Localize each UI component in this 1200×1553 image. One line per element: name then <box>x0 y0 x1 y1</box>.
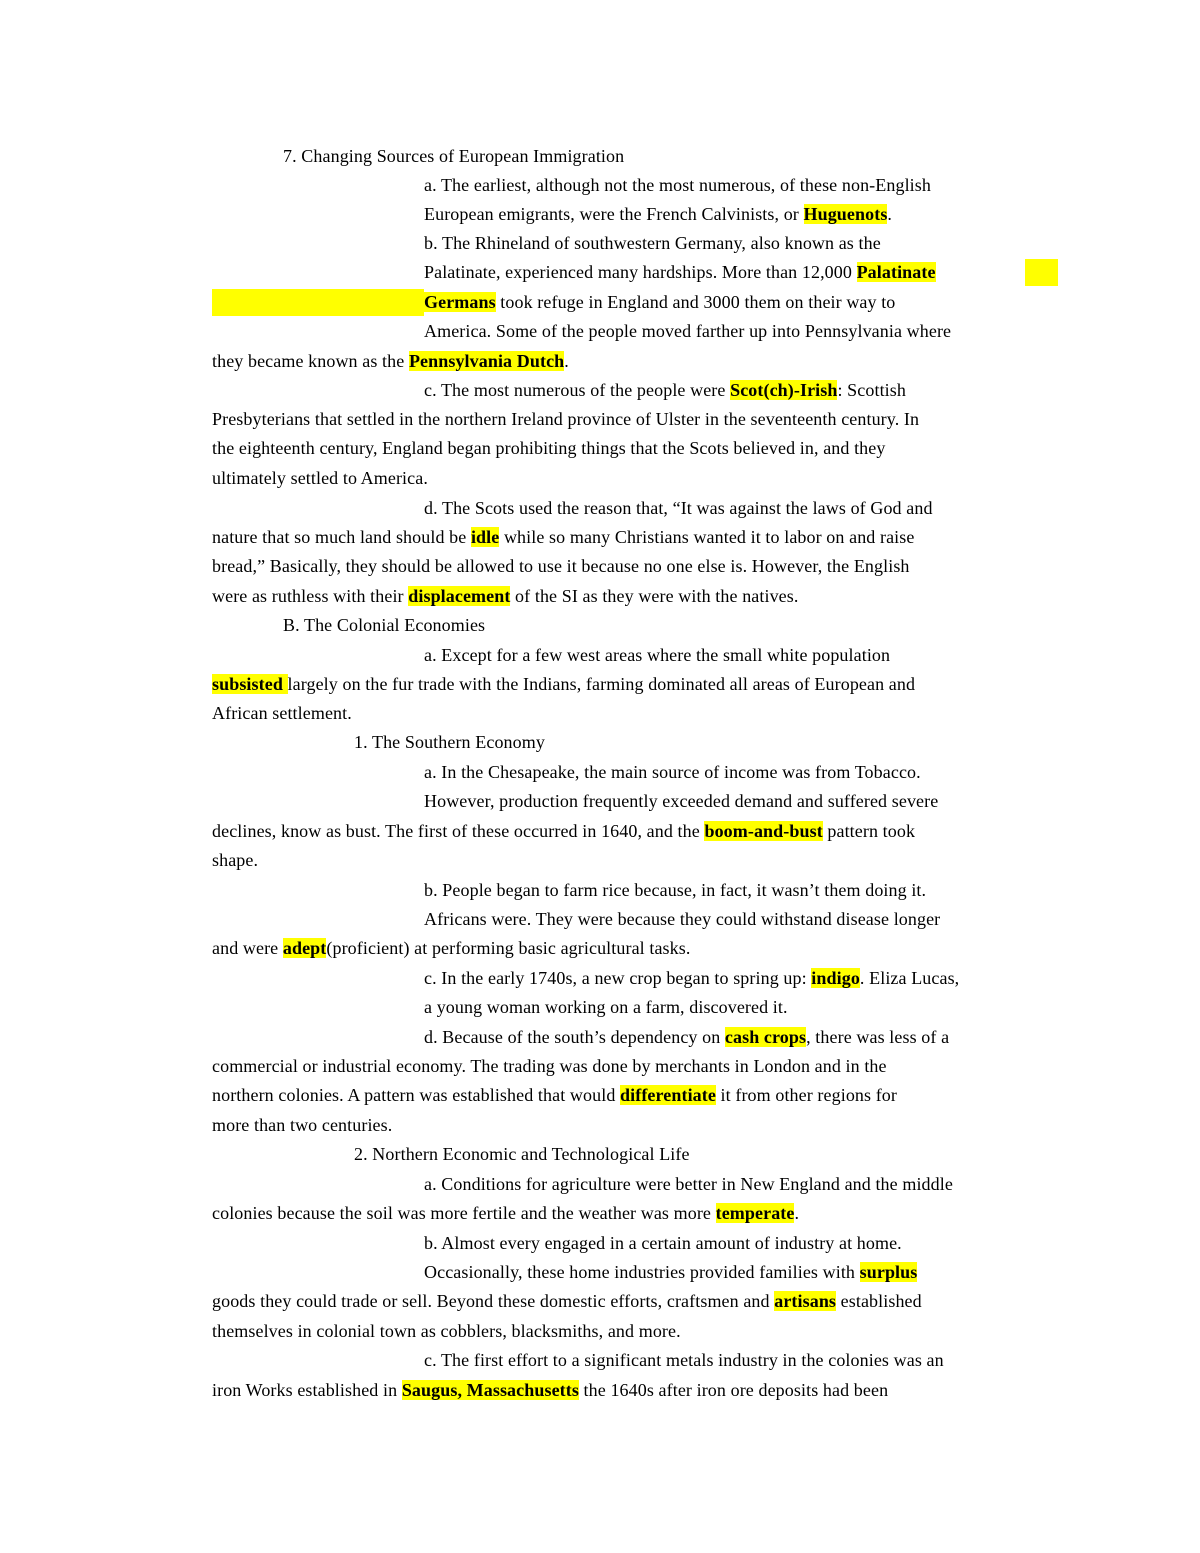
paragraph-line <box>212 1376 888 1405</box>
highlighted-term: indigo <box>811 968 860 988</box>
text-run: a young woman working on a farm, discovered it. <box>424 997 788 1017</box>
text-run: . <box>887 204 893 224</box>
text-run: b. The Rhineland of southwestern Germany, also known as the <box>424 233 881 253</box>
text-run: declines, know as bust. The first of these occurred in 1640, and the <box>212 821 705 841</box>
highlighted-term: adept <box>282 938 327 958</box>
paragraph-line <box>424 317 951 346</box>
heading-southern-economy <box>354 728 545 757</box>
text-run: 2. Northern Economic and Technological Life <box>354 1144 690 1164</box>
text-run: the eighteenth century, England began prohibiting things that the Scots believed in, and they <box>212 438 886 458</box>
paragraph-line <box>424 1170 953 1199</box>
paragraph-line <box>424 1229 902 1258</box>
highlighted-term: temperate <box>715 1203 795 1223</box>
paragraph-line <box>424 1023 949 1052</box>
paragraph-line <box>212 670 915 699</box>
paragraph-line <box>424 171 931 200</box>
text-run: largely on the fur trade with the Indians, farming dominated all areas of European and <box>287 674 916 694</box>
paragraph-line <box>424 494 933 523</box>
text-run: African settlement. <box>212 703 352 723</box>
highlight-band-palatinate <box>1025 259 1058 286</box>
text-run: Presbyterians that settled in the northern Ireland province of Ulster in the seventeenth century. In <box>212 409 920 429</box>
paragraph-line <box>212 1111 392 1140</box>
highlighted-term: idle <box>470 527 500 547</box>
paragraph-line <box>212 523 914 552</box>
highlighted-term: subsisted <box>212 674 288 694</box>
paragraph-line <box>212 1317 681 1346</box>
text-run: the 1640s after iron ore deposits had been <box>578 1380 889 1400</box>
highlighted-term: differentiate <box>620 1085 716 1105</box>
text-run: and were <box>212 938 283 958</box>
text-run: b. Almost every engaged in a certain amount of industry at home. <box>424 1233 902 1253</box>
text-run: 7. Changing Sources of European Immigration <box>283 146 625 166</box>
text-run: d. Because of the south’s dependency on <box>424 1027 725 1047</box>
heading-colonial-economies <box>283 611 485 640</box>
paragraph-line <box>424 376 906 405</box>
text-run: . <box>564 351 569 371</box>
highlighted-term: displacement <box>408 586 511 606</box>
highlighted-term: Palatinate <box>856 262 936 282</box>
paragraph-line <box>212 582 798 611</box>
paragraph-line <box>212 1081 897 1110</box>
paragraph-line <box>212 934 690 963</box>
text-run: more than two centuries. <box>212 1115 393 1135</box>
paragraph-line <box>424 1346 944 1375</box>
text-run: ultimately settled to America. <box>212 468 428 488</box>
paragraph-line <box>212 405 919 434</box>
text-run: goods they could trade or sell. Beyond these domestic efforts, craftsmen and <box>212 1291 775 1311</box>
highlighted-term: Huguenots <box>803 204 888 224</box>
highlighted-term: artisans <box>774 1291 837 1311</box>
text-run: America. Some of the people moved farther up into Pennsylvania where <box>424 321 952 341</box>
text-run: they became known as the <box>212 351 409 371</box>
paragraph-line <box>212 699 352 728</box>
text-run: took refuge in England and 3000 them on their way to <box>495 292 896 312</box>
paragraph-line <box>424 641 890 670</box>
text-run: c. In the early 1740s, a new crop began to spring up: <box>424 968 812 988</box>
text-run: Palatinate, experienced many hardships. More than 12,000 <box>424 262 857 282</box>
highlight-band-germans <box>212 289 424 316</box>
highlighted-term: surplus <box>859 1262 918 1282</box>
text-run: a. The earliest, although not the most numerous, of these non-English <box>424 175 931 195</box>
highlighted-term: boom-and-bust <box>704 821 823 841</box>
text-run: were as ruthless with their <box>212 586 409 606</box>
paragraph-line <box>424 964 959 993</box>
heading-northern-economic <box>354 1140 690 1169</box>
text-run: b. People began to farm rice because, in fact, it wasn’t them doing it. <box>424 880 927 900</box>
highlighted-term: Germans <box>424 292 496 312</box>
paragraph-line <box>424 288 895 317</box>
text-run: shape. <box>212 850 259 870</box>
text-run: pattern took <box>822 821 916 841</box>
text-run: However, production frequently exceeded demand and suffered severe <box>424 791 939 811</box>
text-run: d. The Scots used the reason that, “It was against the laws of God and <box>424 498 933 518</box>
text-run: colonies because the soil was more fertile and the weather was more <box>212 1203 716 1223</box>
text-run: , there was less of a <box>806 1027 950 1047</box>
text-run: iron Works established in <box>212 1380 402 1400</box>
text-run: a. Except for a few west areas where the small white population <box>424 645 891 665</box>
text-run: 1. The Southern Economy <box>354 732 545 752</box>
highlighted-term: cash crops <box>724 1027 807 1047</box>
text-run: a. In the Chesapeake, the main source of income was from Tobacco. <box>424 762 921 782</box>
paragraph-line <box>424 258 936 287</box>
highlighted-term: Scot(ch)-Irish <box>730 380 838 400</box>
text-run: : Scottish <box>837 380 906 400</box>
text-run: nature that so much land should be <box>212 527 471 547</box>
heading-changing-sources <box>283 142 624 171</box>
paragraph-line <box>212 434 885 463</box>
text-run: bread,” Basically, they should be allowed to use it because no one else is. However, the English <box>212 556 910 576</box>
paragraph-line <box>424 905 940 934</box>
text-run: Occasionally, these home industries provided families with <box>424 1262 860 1282</box>
paragraph-line <box>424 993 788 1022</box>
paragraph-line <box>424 758 921 787</box>
paragraph-line <box>212 817 915 846</box>
paragraph-line <box>212 1052 887 1081</box>
text-run: . <box>794 1203 800 1223</box>
text-run: B. The Colonial Economies <box>283 615 486 635</box>
text-run: northern colonies. A pattern was established that would <box>212 1085 621 1105</box>
highlighted-term: Saugus, Massachusetts <box>401 1380 579 1400</box>
text-run: commercial or industrial economy. The trading was done by merchants in London and in the <box>212 1056 887 1076</box>
highlighted-term: Pennsylvania Dutch <box>408 351 565 371</box>
paragraph-line <box>424 1258 917 1287</box>
text-run: of the SI as they were with the natives. <box>510 586 799 606</box>
text-run: (proficient) at performing basic agricultural tasks. <box>326 938 691 958</box>
text-run: c. The most numerous of the people were <box>424 380 731 400</box>
text-run: it from other regions for <box>715 1085 898 1105</box>
paragraph-line <box>424 229 881 258</box>
text-run: themselves in colonial town as cobblers, blacksmiths, and more. <box>212 1321 681 1341</box>
text-run: a. Conditions for agriculture were better in New England and the middle <box>424 1174 953 1194</box>
paragraph-line <box>212 464 428 493</box>
text-run: Africans were. They were because they could withstand disease longer <box>424 909 941 929</box>
paragraph-line <box>212 1199 799 1228</box>
text-run: European emigrants, were the French Calvinists, or <box>424 204 804 224</box>
paragraph-line <box>424 200 892 229</box>
paragraph-line <box>424 876 926 905</box>
text-run: . Eliza Lucas, <box>859 968 960 988</box>
text-run: while so many Christians wanted it to labor on and raise <box>499 527 915 547</box>
paragraph-line <box>424 787 938 816</box>
paragraph-line <box>212 552 910 581</box>
text-run: c. The first effort to a significant metals industry in the colonies was an <box>424 1350 944 1370</box>
paragraph-line <box>212 846 258 875</box>
text-run: established <box>836 1291 922 1311</box>
paragraph-line <box>212 347 569 376</box>
paragraph-line <box>212 1287 922 1316</box>
